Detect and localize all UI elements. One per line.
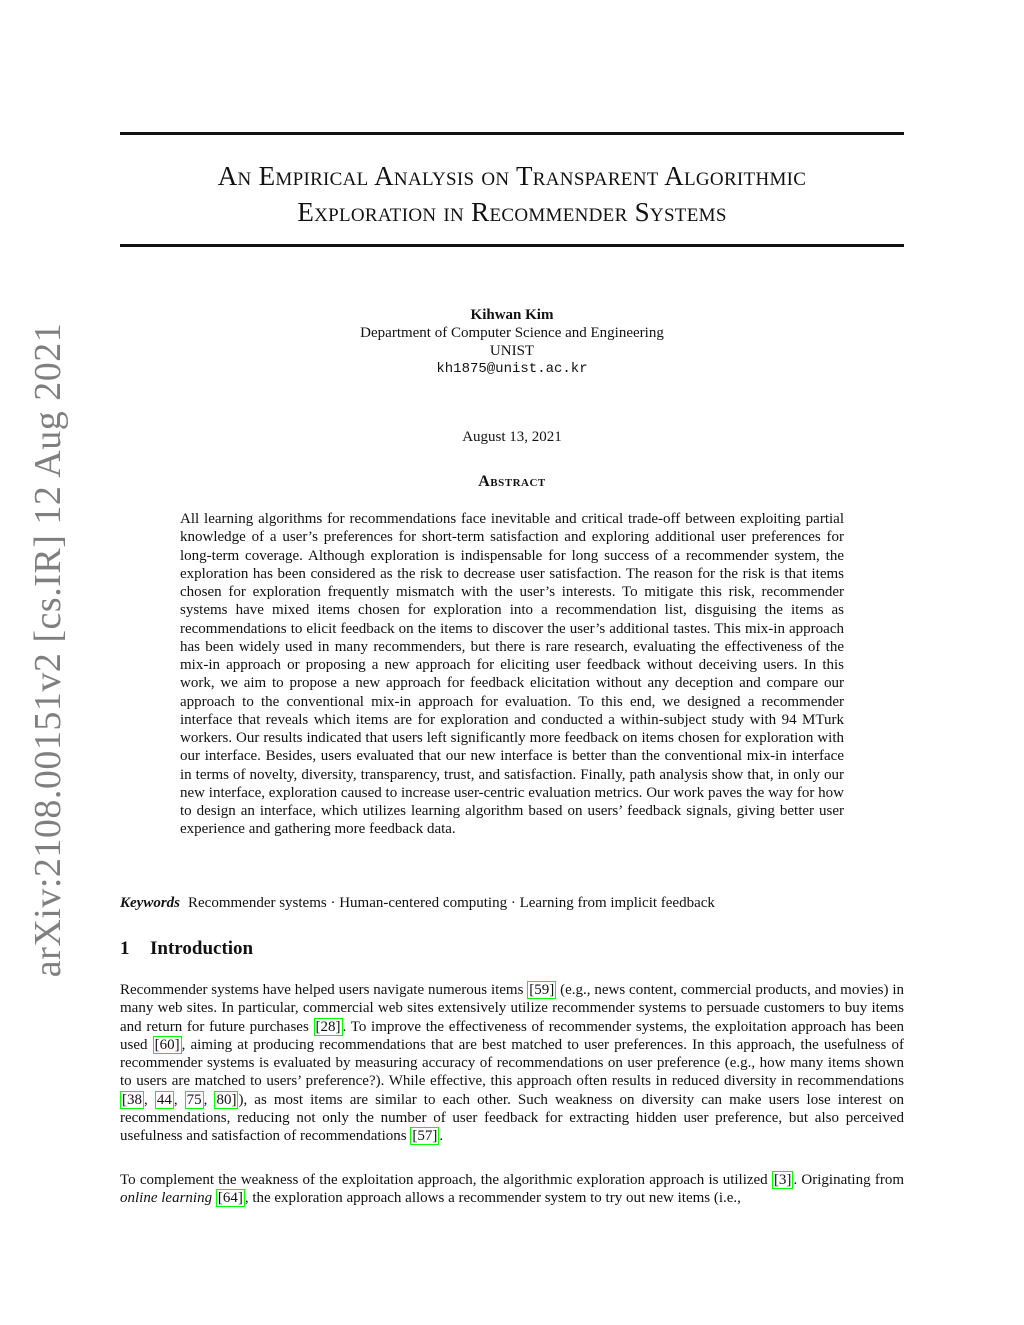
- section-title: Introduction: [150, 938, 254, 959]
- paper-title-line-1: An Empirical Analysis on Transparent Algorithmic: [217, 161, 807, 191]
- paper-date: August 13, 2021: [462, 429, 562, 445]
- text-run: (e.g., news content, commercial products, and movies) in many web sites. In particular, commercial web sites extensively utilize recommender systems to persuade customers to buy items and return for future purchases: [120, 982, 904, 1035]
- citation-link[interactable]: [57]: [412, 1128, 438, 1145]
- author-institution: UNIST: [489, 343, 535, 359]
- citation-link[interactable]: [38: [122, 1091, 142, 1108]
- text-run: .: [439, 1128, 444, 1145]
- section-heading-introduction: [120, 938, 253, 960]
- text-run: . Originating from: [793, 1172, 904, 1188]
- citation-link[interactable]: 80]: [216, 1091, 237, 1108]
- keywords-label: Keywords: [120, 895, 180, 911]
- citation-link[interactable]: 44: [156, 1091, 172, 1108]
- keywords-line: [120, 894, 904, 912]
- paper-title: [120, 158, 904, 230]
- paper-title-line-2: Exploration in Recommender Systems: [297, 197, 727, 227]
- citation-link[interactable]: [3]: [773, 1172, 792, 1188]
- text-run: ,: [173, 1091, 185, 1108]
- abstract-body: All learning algorithms for recommendations face inevitable and critical trade-off between exploiting partial knowledge of a user’s preferences for short-term satisfaction and exploring additional user preferences for long-term coverage. Although exploration is indispensable for long success of a recommender system, the exploration has been considered as the risk to decrease user satisfaction. The reason for the risk is that items chosen for exploration frequently mismatch with the user’s interests. To mitigate this risk, recommender systems have mixed items chosen for exploration into a recommendation list, disguising the items as recommendations to elicit feedback on the items to discover the user’s additional tastes. This mix-in approach has been widely used in many recommenders, but there is rare research, evaluating the effectiveness of the mix-in approach or proposing a new approach for eliciting user feedback without deceiving users. In this work, we aim to propose a new approach for feedback elicitation without any deception and compare our approach to the conventional mix-in approach for evaluation. To this end, we designed a recommender interface that reveals which items are for exploration and conducted a within-subject study with 94 MTurk workers. Our results indicated that users left significantly more feedback on items chosen for exploration with our interface. Besides, users evaluated that our new interface is better than the conventional mix-in interface in terms of novelty, diversity, transparency, trust, and satisfaction. Finally, path analysis show that, in only our new interface, exploration caused to increase user-centric evaluation metrics. Our work paves the way for how to design an interface, which utilizes learning algorithm based on users’ feedback signals, giving better user experience and gathering more feedback data.: [180, 511, 844, 838]
- intro-paragraph-2: [120, 1171, 904, 1208]
- text-run: To complement the weakness of the exploitation approach, the algorithmic exploration approach is utilized: [120, 1172, 772, 1188]
- citation-link[interactable]: 75: [186, 1091, 202, 1108]
- arxiv-identifier-stamp: arXiv:2108.00151v2 [cs.IR] 12 Aug 2021: [27, 322, 69, 978]
- title-top-rule: [120, 132, 904, 135]
- abstract-heading: Abstract: [478, 473, 546, 490]
- text-run: . To improve the effectiveness of recommender systems, the exploitation approach has been used: [120, 1018, 905, 1053]
- keywords-text: Recommender systems · Human-centered computing · Learning from implicit feedback: [188, 895, 715, 911]
- author-name: Kihwan Kim: [470, 307, 554, 323]
- citation-link[interactable]: [28]: [315, 1018, 341, 1035]
- text-run: Recommender systems have helped users navigate numerous items: [120, 982, 528, 998]
- citation-link[interactable]: [64]: [217, 1190, 243, 1207]
- section-number: 1: [120, 938, 130, 959]
- author-block: [120, 306, 904, 378]
- citation-link[interactable]: [59]: [529, 982, 555, 998]
- author-email[interactable]: kh1875@unist.ac.kr: [436, 361, 588, 377]
- text-run: ,: [144, 1091, 155, 1108]
- title-bottom-rule: [120, 244, 904, 247]
- text-run: ), as most items are similar to each other. Such weakness on diversity can make users lose interest on recommendations, reducing not only the number of user feedback for extracting hidden user preference, but also perceived usefulness and satisfaction of recommendations: [120, 1091, 904, 1145]
- emphasized-term: online learning: [120, 1190, 213, 1207]
- text-run: , the exploration approach allows a recommender system to try out new items (i.e.,: [244, 1190, 741, 1207]
- intro-paragraph-1: [120, 981, 904, 1146]
- text-run: ,: [203, 1091, 215, 1108]
- citation-link[interactable]: [60]: [154, 1036, 180, 1053]
- author-department: Department of Computer Science and Engineering: [360, 325, 664, 341]
- text-run: , aiming at producing recommendations that are best matched to user preferences. In this approach, the usefulness of recommender systems is evaluated by measuring accuracy of recommendations on user preference (e.g., how many items shown to users are matched to users’ preference?). While effective, this approach often results in reduced diversity in recommendations: [120, 1036, 904, 1090]
